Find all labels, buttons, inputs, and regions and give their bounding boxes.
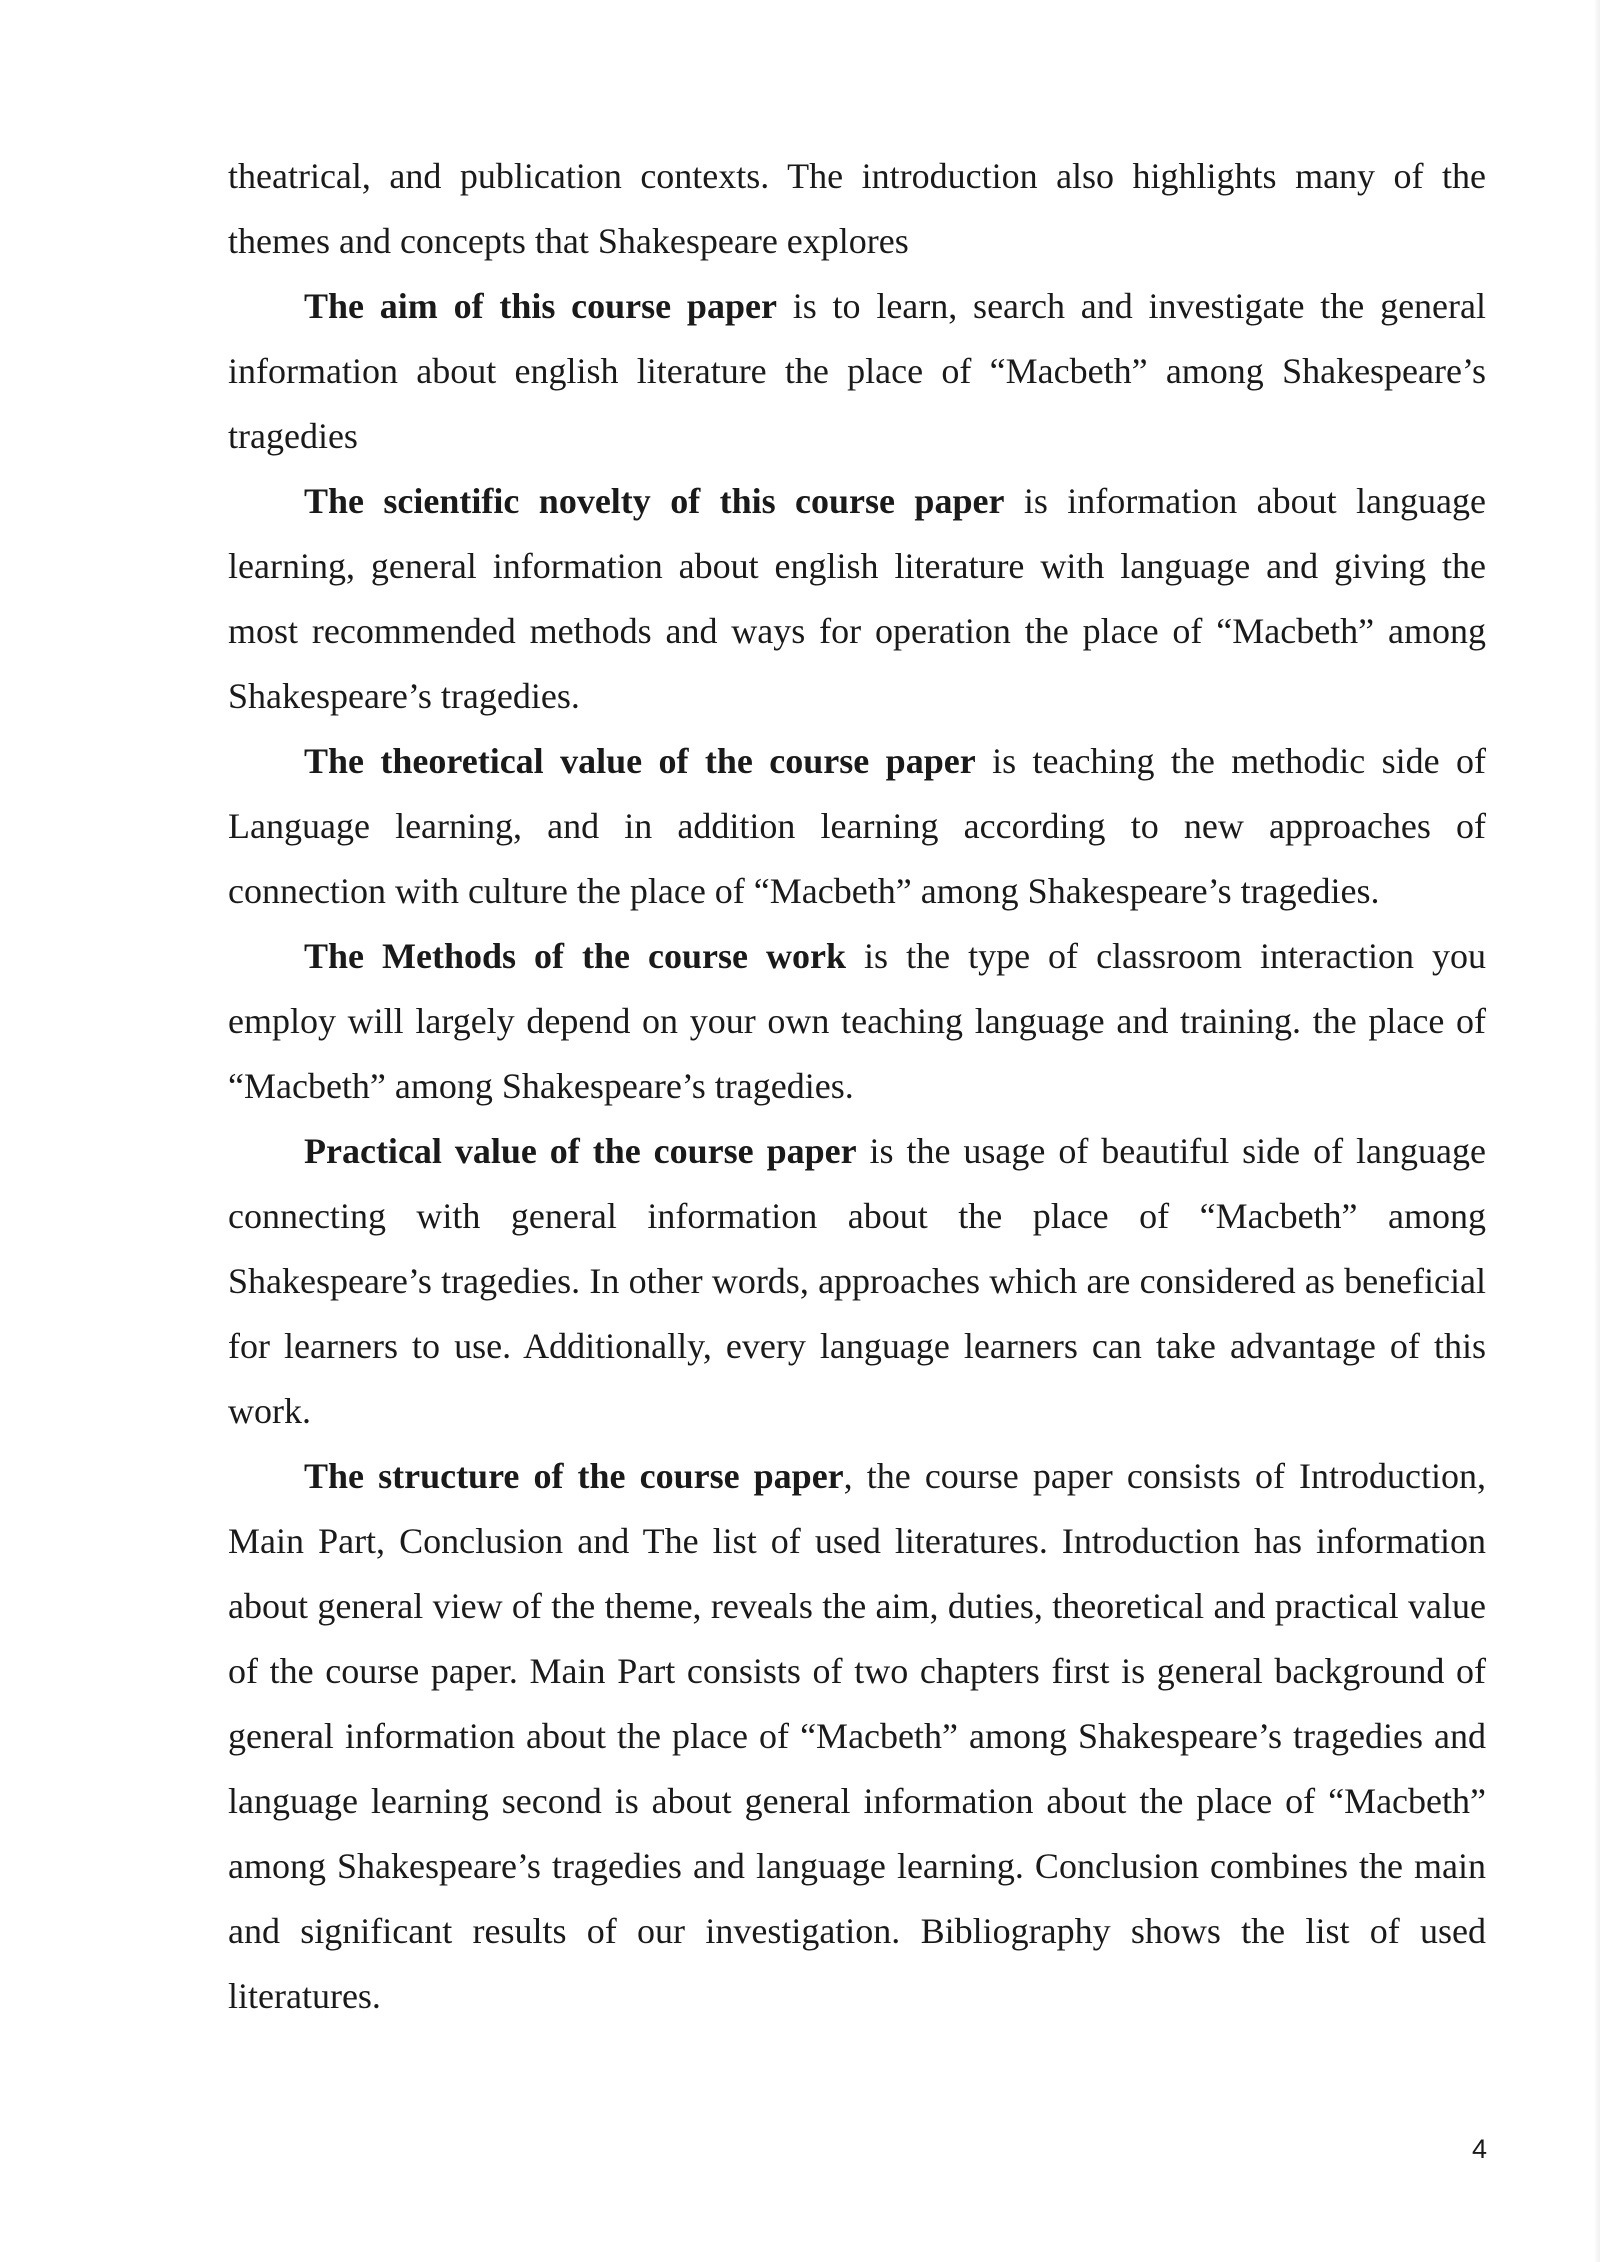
paragraph-aim (228, 274, 1486, 469)
paragraph-text: is the type of classroom interaction you employ will largely depend on your own teaching language and training. the place of “Macbeth” among Shakespeare’s tragedies. (228, 936, 1486, 1106)
paragraph-text: is to learn, search and investigate the general information about english literature the place of “Macbeth” among Shakespeare’s tragedies (228, 286, 1486, 456)
paragraph-lead: Practical value of the course paper (304, 1131, 857, 1171)
paragraph-lead: The aim of this course paper (304, 286, 777, 326)
paragraph-structure (228, 1444, 1486, 2029)
page-edge-shadow (1594, 0, 1600, 2262)
paragraph-text: is teaching the methodic side of Language learning, and in addition learning according to new approaches of connection with culture the place of “Macbeth” among Shakespeare’s tragedies. (228, 741, 1486, 911)
paragraph-text: is the usage of beautiful side of language connecting with general information about the place of “Macbeth” among Shakespeare’s tragedies. In other words, approaches which are considered as beneficial for learners to use. Additionally, every language learners can take advantage of this work. (228, 1131, 1486, 1431)
paragraph-text: theatrical, and publication contexts. The introduction also highlights many of the themes and concepts that Shakespeare explores (228, 156, 1486, 261)
paragraph-lead: The structure of the course paper (304, 1456, 844, 1496)
paragraph-lead: The theoretical value of the course paper (304, 741, 976, 781)
paragraph-practical-value (228, 1119, 1486, 1444)
paragraph-lead: The scientific novelty of this course paper (304, 481, 1005, 521)
paragraph-introduction-continuation (228, 144, 1486, 274)
paragraph-text: , the course paper consists of Introduction, Main Part, Conclusion and The list of used literatures. Introduction has information about general view of the theme, reveals the aim, duties, theoretical and practical value of the course paper. Main Part consists of two chapters first is general background of general information about the place of “Macbeth” among Shakespeare’s tragedies and language learning second is about general information about the place of “Macbeth” among Shakespeare’s tragedies and language learning. Conclusion combines the main and significant results of our investigation. Bibliography shows the list of used literatures. (228, 1456, 1487, 2016)
paragraph-scientific-novelty (228, 469, 1486, 729)
document-body (228, 144, 1486, 2029)
page-number: 4 (1471, 2134, 1487, 2164)
paragraph-text: is information about language learning, general information about english literature with language and giving the most recommended methods and ways for operation the place of “Macbeth” among Shakespeare’s tragedies. (228, 481, 1486, 716)
paragraph-theoretical-value (228, 729, 1486, 924)
paragraph-methods (228, 924, 1486, 1119)
paragraph-lead: The Methods of the course work (304, 936, 847, 976)
